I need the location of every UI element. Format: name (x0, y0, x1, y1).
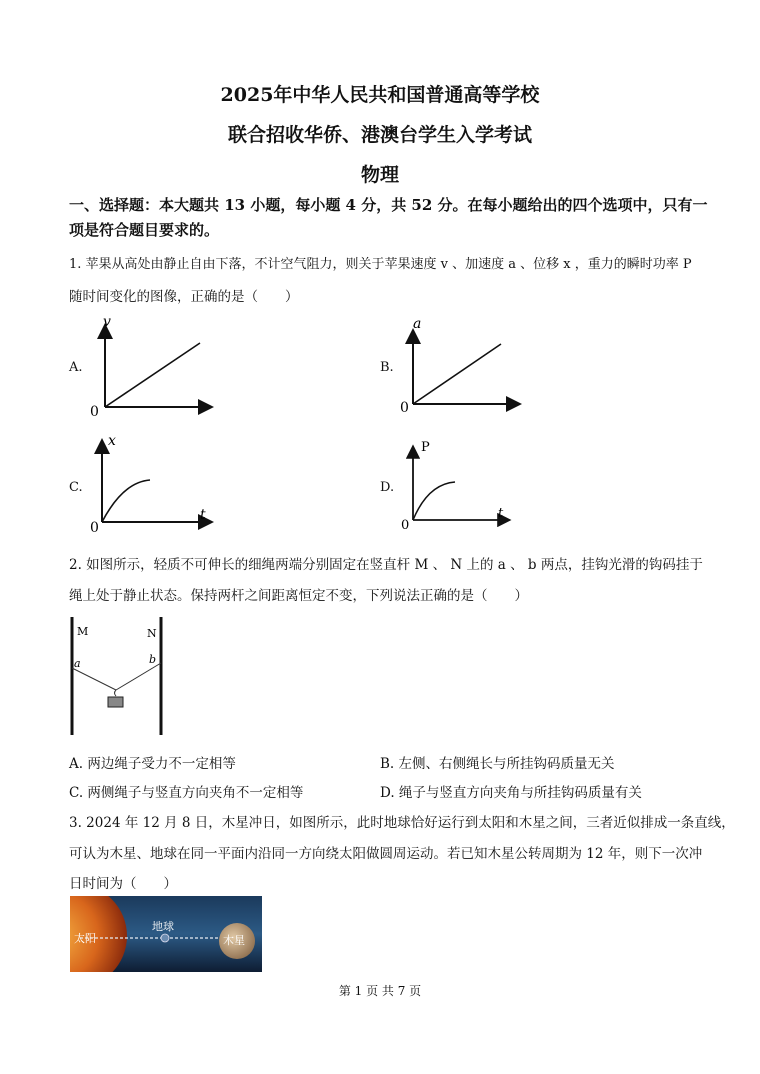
q1-a-y-axis-label: v (103, 314, 111, 330)
q1-a-origin-label: 0 (90, 404, 99, 420)
q3-jupiter-label: 木星 (223, 934, 245, 947)
q1-option-a-graph (85, 312, 220, 422)
q1-option-b-graph (395, 312, 530, 422)
q3-stem-line-2: 可认为木星、地球在同一平面内沿同一方向绕太阳做圆周运动。若已知木星公转周期为 12 年，则下一次冲 (69, 846, 703, 862)
q1-option-d-label: D. (380, 480, 395, 495)
q1-b-y-axis-label: a (413, 316, 422, 332)
section-heading-1: 一、选择题：本大题共 13 小题，每小题 4 分，共 52 分。在每小题给出的四个选项中，只有一 (69, 196, 708, 214)
title-line-1: 2025年中华人民共和国普通高等学校 (220, 84, 540, 106)
q2-point-b-label: b (149, 653, 157, 666)
q3-stem-line-1: 3. 2024 年 12 月 8 日，木星冲日，如图所示，此时地球恰好运行到太阳和木星之间，三者近似排成一条直线， (69, 815, 735, 831)
q1-d-y-axis-label: P (421, 440, 430, 455)
q1-b-origin-label: 0 (400, 400, 409, 416)
q2-option-c: C. 两侧绳子与竖直方向夹角不一定相等 (69, 785, 304, 801)
q1-d-origin-label: 0 (401, 518, 410, 533)
earth-graphic (161, 934, 169, 942)
section-heading-2: 项是符合题目要求的。 (69, 221, 220, 239)
title-line-2: 联合招收华侨、港澳台学生入学考试 (227, 124, 532, 146)
q2-rope-figure (68, 615, 168, 737)
q2-pole-n-label: N (147, 627, 157, 640)
page-footer: 第 1 页 共 7 页 (338, 984, 422, 998)
q1-option-b-label: B. (380, 360, 394, 375)
q2-option-a: A. 两边绳子受力不一定相等 (69, 756, 236, 772)
subject-title: 物理 (360, 164, 399, 186)
q1-d-x-axis-label: t (498, 506, 504, 521)
q1-c-y-axis-label: x (108, 433, 116, 449)
q1-stem-line-1: 1. 苹果从高处由静止自由下落，不计空气阻力，则关于苹果速度 v 、加速度 a 、位移 x ，重力的瞬时功率 P (69, 257, 692, 272)
q1-c-x-axis-label: t (200, 507, 206, 523)
q2-stem-line-1: 2. 如图所示，轻质不可伸长的细绳两端分别固定在竖直杆 M 、 N 上的 a 、 b 两点，挂钩光滑的钩码挂于 (69, 557, 703, 573)
q1-stem-line-2: 随时间变化的图像，正确的是（ ） (69, 289, 299, 305)
q1-c-origin-label: 0 (90, 520, 99, 536)
q3-earth-label: 地球 (152, 920, 174, 933)
q2-point-a-label: a (74, 657, 81, 670)
q2-option-b: B. 左侧、右侧绳长与所挂钩码质量无关 (380, 756, 615, 772)
q2-stem-line-2: 绳上处于静止状态。保持两杆之间距离恒定不变，下列说法正确的是（ ） (69, 588, 528, 604)
q1-option-a-label: A. (69, 360, 83, 375)
q2-pole-m-label: M (77, 625, 89, 638)
q3-opposition-figure (70, 896, 262, 972)
hook-weight (108, 697, 123, 707)
q3-stem-line-3: 日时间为（ ） (69, 876, 177, 892)
q3-sun-label: 太阳 (74, 932, 96, 945)
q2-option-d: D. 绳子与竖直方向夹角与所挂钩码质量有关 (380, 785, 642, 801)
q1-option-c-graph (85, 432, 220, 538)
q1-option-c-label: C. (69, 480, 83, 495)
q1-option-d-graph (398, 436, 518, 534)
